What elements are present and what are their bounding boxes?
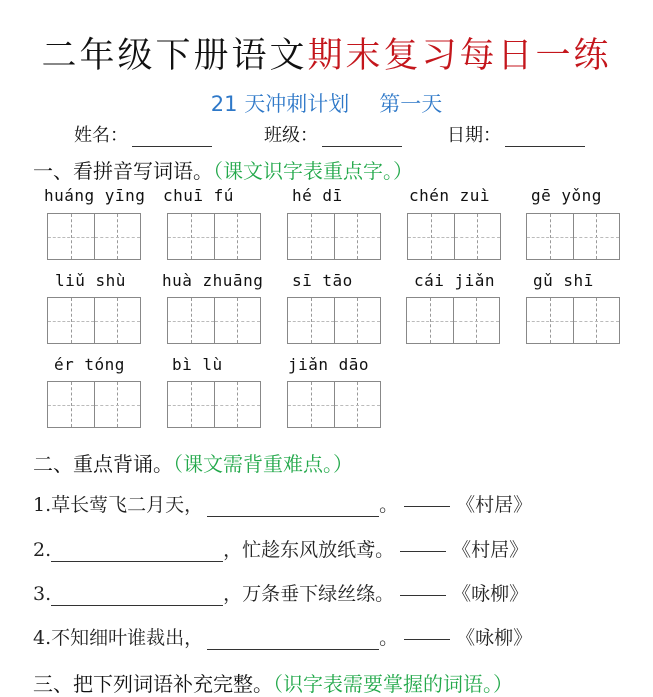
pinyin-label: ér tóng [54, 355, 125, 374]
section2-title: 二、重点背诵。 [33, 452, 173, 476]
class-blank[interactable] [322, 128, 402, 147]
tianzige-box[interactable] [287, 297, 381, 344]
poem-source: 《咏柳》 [452, 583, 529, 605]
recite-line-1 [33, 490, 532, 517]
pinyin-label: chuī fú [163, 186, 234, 205]
pinyin-label: huáng yīng [44, 186, 146, 205]
tianzige-box[interactable] [407, 213, 501, 260]
title-grade: 二年级下册语文 [41, 36, 308, 76]
recite-line-3 [33, 579, 528, 606]
line-text: 。 [379, 494, 399, 516]
answer-blank[interactable] [51, 541, 223, 562]
section3-heading [33, 668, 513, 697]
day-label: 第一天 [379, 92, 443, 116]
section2-note: （课文需背重难点。） [173, 452, 353, 476]
pinyin-label: gē yǒng [531, 186, 602, 205]
class-label: 班级： [264, 125, 318, 146]
section2-heading [33, 448, 353, 477]
tianzige-box[interactable] [406, 297, 500, 344]
tianzige-box[interactable] [526, 213, 620, 260]
line-text: 。 [379, 627, 399, 649]
dash [400, 551, 446, 552]
plan-label: 21 天冲刺计划 [210, 92, 350, 116]
name-field [74, 121, 212, 147]
dash [404, 506, 450, 507]
section1-heading [33, 155, 413, 184]
section3-note: （识字表需要掌握的词语。） [273, 672, 513, 696]
date-field [447, 121, 585, 147]
line-text: 1.草长莺飞二月天， [33, 494, 204, 516]
line-text: ，万条垂下绿丝绦。 [223, 583, 395, 605]
line-text: 3. [33, 583, 52, 605]
tianzige-box[interactable] [287, 381, 381, 428]
recite-line-2 [33, 535, 528, 562]
title-review: 期末复习每日一练 [307, 36, 612, 76]
date-label: 日期： [447, 125, 501, 146]
section1-note: （课文识字表重点字。） [213, 159, 413, 183]
worksheet-subtitle [0, 88, 653, 118]
tianzige-box[interactable] [47, 381, 141, 428]
pinyin-label: cái jiǎn [414, 271, 496, 290]
class-field [264, 121, 402, 147]
line-text: 4.不知细叶谁裁出， [33, 627, 204, 649]
recite-line-4 [33, 623, 532, 650]
section1-title: 一、看拼音写词语。 [33, 159, 213, 183]
name-label: 姓名： [74, 125, 128, 146]
line-text: 2. [33, 539, 52, 561]
pinyin-label: huà zhuāng [162, 271, 264, 290]
tianzige-box[interactable] [167, 297, 261, 344]
pinyin-label: gǔ shī [533, 271, 594, 290]
tianzige-box[interactable] [526, 297, 620, 344]
date-blank[interactable] [505, 128, 585, 147]
tianzige-box[interactable] [167, 213, 261, 260]
tianzige-box[interactable] [47, 297, 141, 344]
answer-blank[interactable] [207, 496, 379, 517]
poem-source: 《村居》 [452, 539, 529, 561]
dash [400, 595, 446, 596]
pinyin-label: bì lù [172, 355, 223, 374]
answer-blank[interactable] [51, 585, 223, 606]
poem-source: 《村居》 [456, 494, 533, 516]
answer-blank[interactable] [207, 629, 379, 650]
pinyin-label: jiǎn dāo [288, 355, 370, 374]
tianzige-box[interactable] [167, 381, 261, 428]
tianzige-box[interactable] [47, 213, 141, 260]
section3-title: 三、把下列词语补充完整。 [33, 672, 273, 696]
pinyin-label: liǔ shù [55, 271, 126, 290]
worksheet-title [0, 28, 653, 78]
pinyin-label: sī tāo [292, 271, 353, 290]
tianzige-box[interactable] [287, 213, 381, 260]
poem-source: 《咏柳》 [456, 627, 533, 649]
line-text: ，忙趁东风放纸鸢。 [223, 539, 395, 561]
name-blank[interactable] [132, 128, 212, 147]
dash [404, 639, 450, 640]
pinyin-label: hé dī [292, 186, 343, 205]
pinyin-label: chén zuì [409, 186, 491, 205]
